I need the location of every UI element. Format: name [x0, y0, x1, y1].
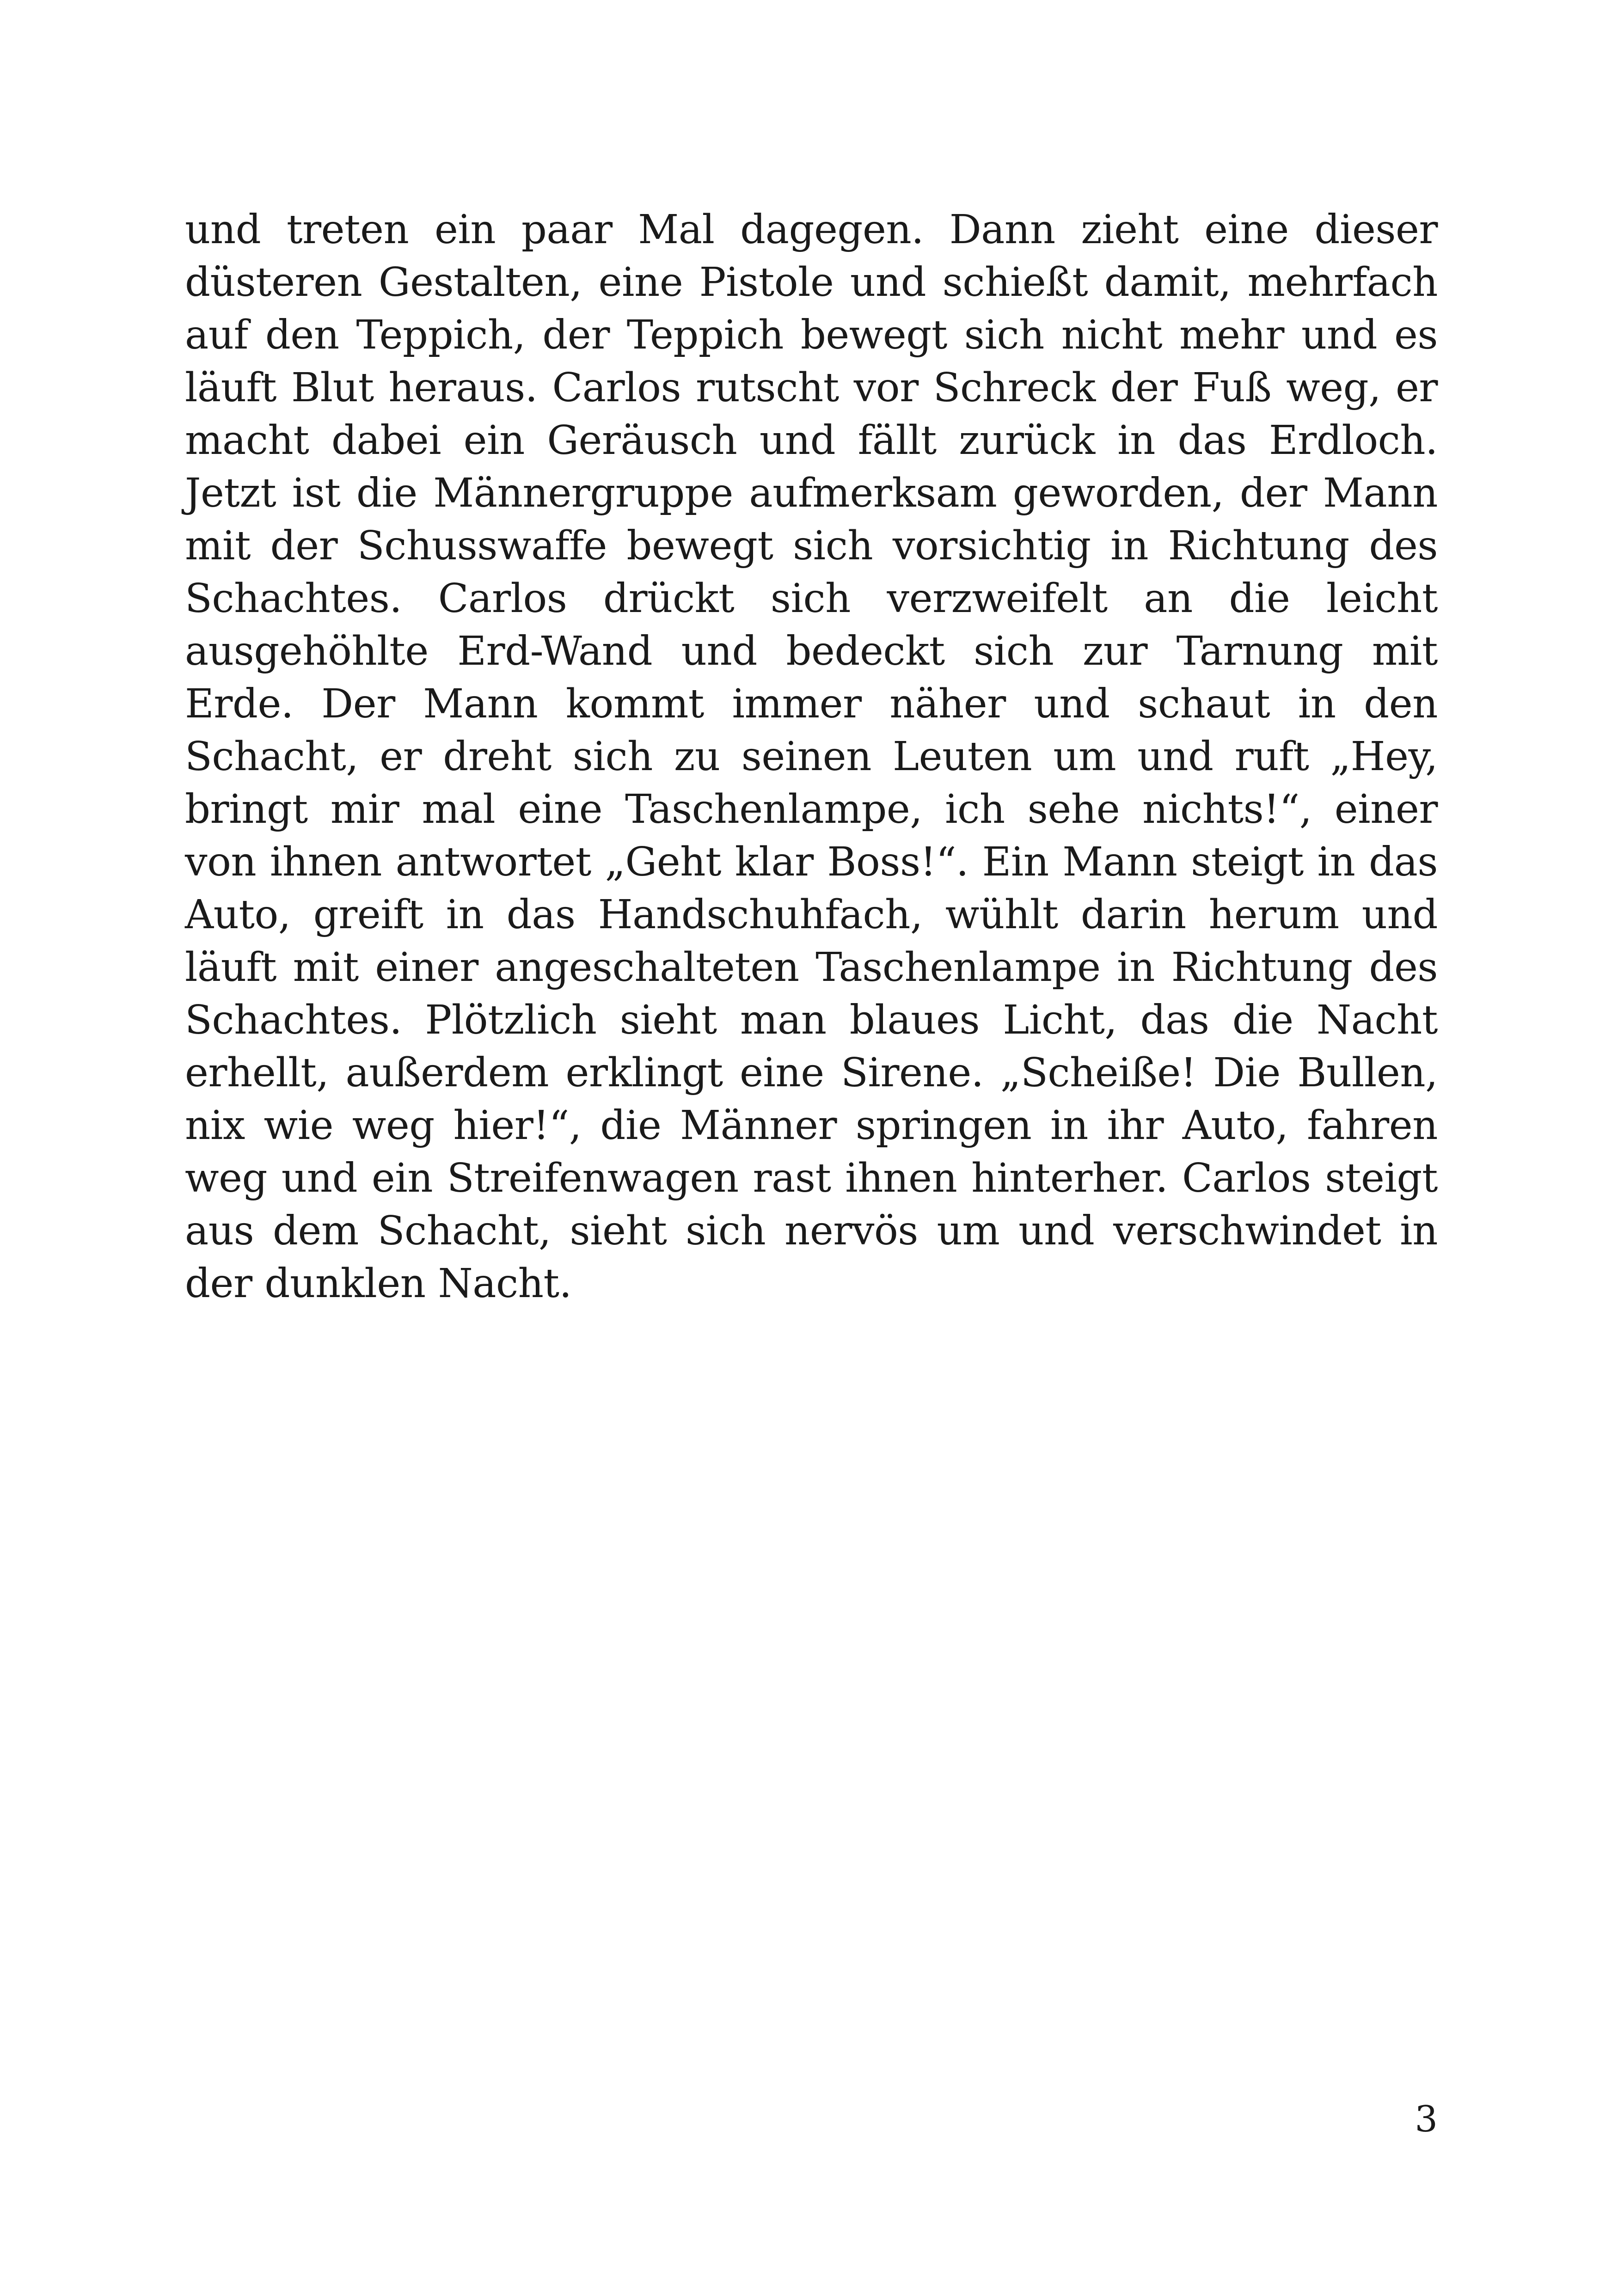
- body-paragraph: und treten ein paar Mal dagegen. Dann zieht eine dieser düsteren Gestalten, eine Pistole und schießt damit, mehrfach auf den Teppich, der Teppich bewegt sich nicht mehr und es läuft Blut heraus. Carlos rutscht vor Schreck der Fuß weg, er macht dabei ein Geräusch und fällt zurück in das Erdloch. Jetzt ist die Männergruppe aufmerksam geworden, der Mann mit der Schusswaffe bewegt sich vorsichtig in Richtung des Schachtes. Carlos drückt sich verzweifelt an die leicht ausgehöhlte Erd-Wand und bedeckt sich zur Tarnung mit Erde. Der Mann kommt immer näher und schaut in den Schacht, er dreht sich zu seinen Leuten um und ruft „Hey, bringt mir mal eine Taschenlampe, ich sehe nichts!“, einer von ihnen antwortet „Geht klar Boss!“. Ein Mann steigt in das Auto, greift in das Handschuhfach, wühlt darin herum und läuft mit einer angeschalteten Taschenlampe in Richtung des Schachtes. Plötzlich sieht man blaues Licht, das die Nacht erhellt, außerdem erklingt eine Sirene. „Scheiße! Die Bullen, nix wie weg hier!“, die Männer springen in ihr Auto, fahren weg und ein Streifenwagen rast ihnen hinterher. Carlos steigt aus dem Schacht, sieht sich nervös um und verschwindet in der dunklen Nacht.: [185, 207, 1438, 1307]
- page-number: 3: [1415, 2099, 1438, 2140]
